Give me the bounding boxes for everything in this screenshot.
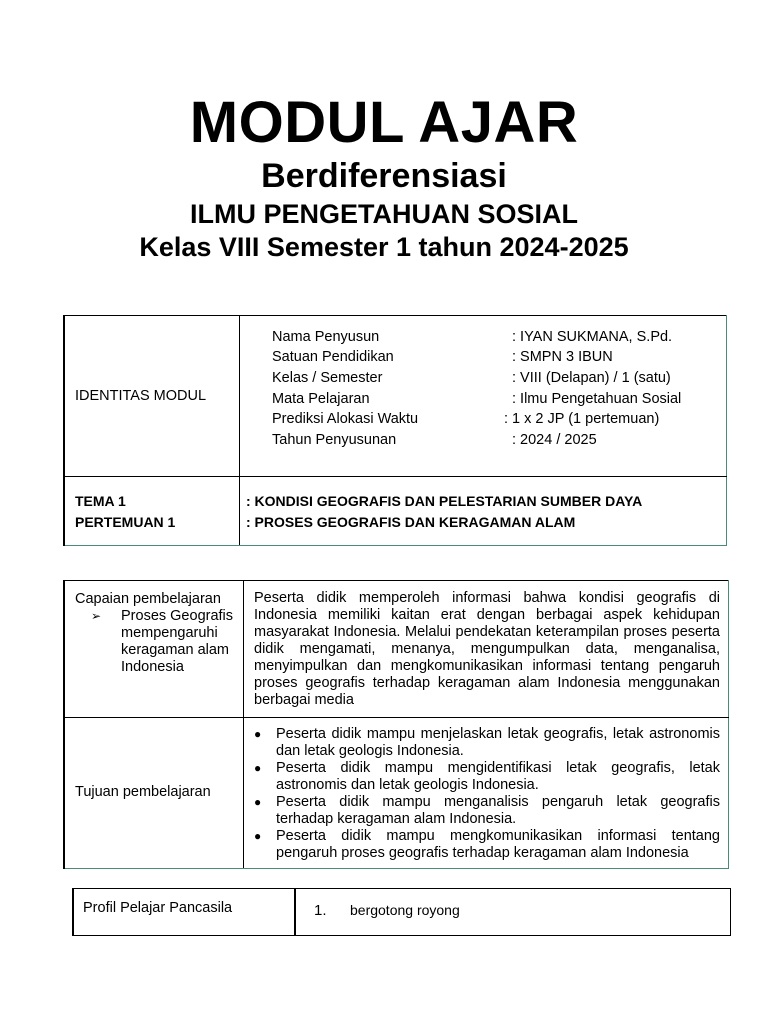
- list-item-text: Peserta didik mampu menjelaskan letak geografis, letak astronomis dan letak geologis Indonesia.: [276, 726, 720, 759]
- identitas-key: Kelas / Semester: [272, 369, 383, 386]
- identitas-row: [272, 409, 726, 430]
- profil-label: Profil Pelajar Pancasila: [83, 900, 233, 916]
- bullet-icon: ●: [254, 795, 262, 809]
- identitas-label: IDENTITAS MODUL: [75, 388, 207, 404]
- capaian-text-cell: [244, 581, 729, 718]
- capaian-bullet-text: Proses Geografis mempengaruhi keragaman alam Indonesia: [121, 608, 234, 675]
- identitas-row: [272, 430, 726, 451]
- pertemuan-value: : PROSES GEOGRAFIS DAN KERAGAMAN ALAM: [246, 514, 576, 530]
- identitas-table: [63, 315, 727, 546]
- identitas-list: [240, 316, 726, 451]
- identitas-values-cell: [240, 316, 727, 477]
- identitas-key: Nama Penyusun: [272, 328, 380, 345]
- profil-table: [72, 888, 731, 936]
- identitas-value: : IYAN SUKMANA, S.Pd.: [512, 328, 673, 345]
- capaian-tujuan-table: [63, 580, 729, 869]
- list-item-text: Peserta didik mampu mengidentifikasi letak geografis, letak astronomis dan letak geologis Indonesia.: [276, 760, 720, 793]
- tema-label-cell: [64, 477, 240, 546]
- list-item: [254, 726, 720, 760]
- capaian-text: Peserta didik memperoleh informasi bahwa kondisi geografis di Indonesia memiliki kaitan erat dengan berbagai aspek kehidupan masyarakat Indonesia. Melalui pendekatan keterampilan proses peserta didik mengamati, menanya, mengumpulkan data, menganalisa, menyimpulkan dan mengkomunikasikan informasi tentang pengaruh proses geografis terhadap keragaman alam Indonesia menggunakan berbagai media: [254, 590, 720, 708]
- identitas-value: : VIII (Delapan) / 1 (satu): [512, 369, 671, 386]
- identitas-key: Satuan Pendidikan: [272, 349, 394, 366]
- document-subtitle: Berdiferensiasi: [261, 157, 507, 195]
- bullet-icon: ●: [254, 761, 262, 775]
- pertemuan-label: PERTEMUAN 1: [75, 514, 176, 530]
- identitas-value: : 1 x 2 JP (1 pertemuan): [504, 411, 660, 428]
- identitas-label-cell: [64, 316, 240, 477]
- list-item: [254, 828, 720, 862]
- document-title: MODUL AJAR: [189, 90, 579, 155]
- profil-value: bergotong royong: [350, 902, 460, 918]
- tujuan-list: [244, 718, 728, 862]
- identitas-key: Prediksi Alokasi Waktu: [272, 411, 419, 428]
- identitas-row: [272, 348, 726, 369]
- tema-label: TEMA 1: [75, 493, 126, 509]
- tujuan-label: Tujuan pembelajaran: [75, 784, 211, 800]
- profil-number: 1.: [314, 902, 327, 919]
- list-item: [254, 760, 720, 794]
- capaian-label: Capaian pembelajaran: [75, 591, 221, 607]
- identitas-row: [272, 327, 726, 348]
- bullet-icon: ●: [254, 727, 262, 741]
- identitas-key: Mata Pelajaran: [272, 390, 370, 407]
- class-semester-heading: Kelas VIII Semester 1 tahun 2024-2025: [139, 232, 629, 262]
- tujuan-list-cell: [244, 718, 729, 869]
- identitas-row: [272, 389, 726, 410]
- bullet-icon: ●: [254, 829, 262, 843]
- identitas-key: Tahun Penyusunan: [272, 431, 397, 448]
- profil-label-cell: [73, 889, 295, 936]
- tema-value: : KONDISI GEOGRAFIS DAN PELESTARIAN SUMBER DAYA: [246, 493, 643, 509]
- capaian-bullet: [75, 608, 243, 676]
- list-item-text: Peserta didik mampu menganalisis pengaruh letak geografis terhadap keragaman alam Indonesia.: [276, 794, 720, 827]
- arrow-bullet-icon: ➢: [91, 609, 102, 623]
- identitas-value: : SMPN 3 IBUN: [512, 349, 613, 366]
- identitas-row: [272, 368, 726, 389]
- capaian-label-cell: [64, 581, 244, 718]
- identitas-value: : 2024 / 2025: [512, 431, 597, 448]
- profil-value-cell: [295, 889, 731, 936]
- tujuan-label-cell: [64, 718, 244, 869]
- identitas-value: : Ilmu Pengetahuan Sosial: [512, 390, 682, 407]
- tema-values-cell: [240, 477, 727, 546]
- subject-heading: ILMU PENGETAHUAN SOSIAL: [189, 199, 578, 229]
- list-item: [254, 794, 720, 828]
- list-item-text: Peserta didik mampu mengkomunikasikan informasi tentang pengaruh proses geografis terhadap keragaman alam Indonesia: [276, 828, 720, 861]
